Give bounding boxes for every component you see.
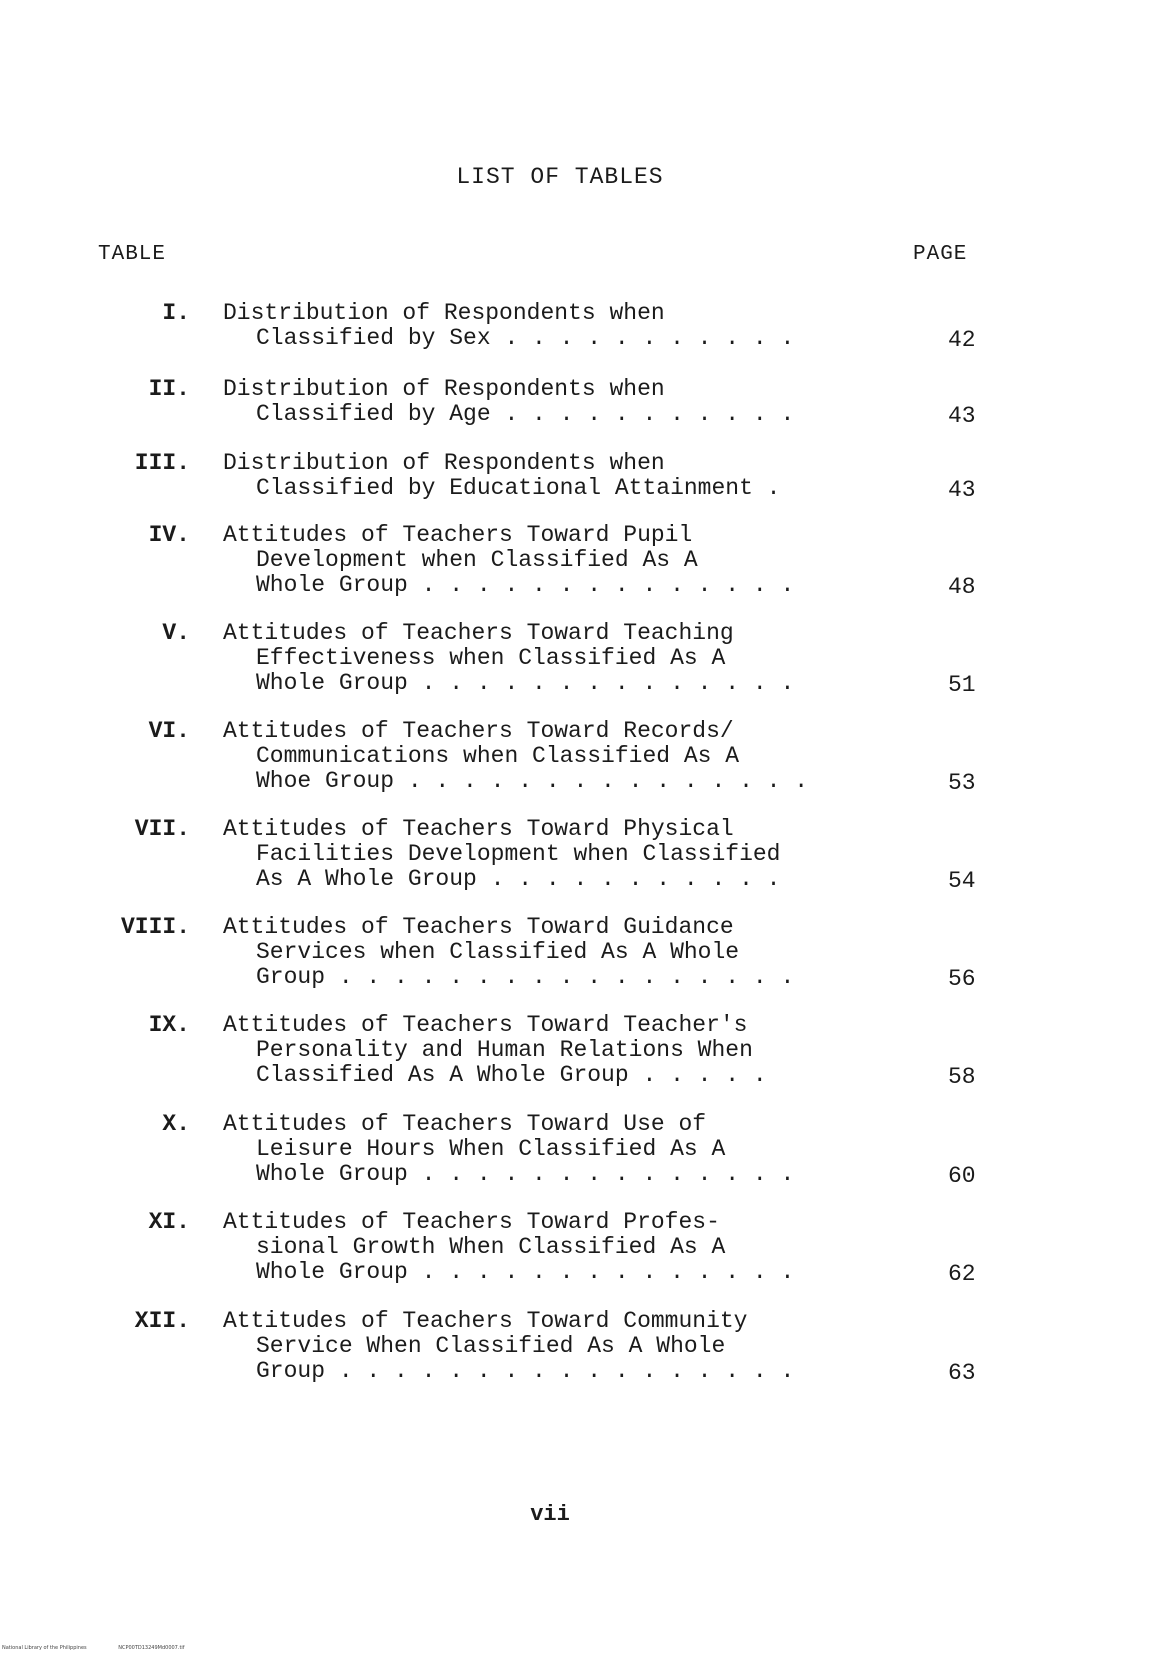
entry-number: II. bbox=[148, 376, 190, 402]
scan-footer bbox=[2, 1645, 215, 1651]
entry-number: IV. bbox=[148, 522, 190, 548]
entry-text-line: Attitudes of Teachers Toward Teaching bbox=[223, 620, 734, 646]
footer-file: NCP00TD13249Md0007.tif bbox=[118, 1645, 185, 1651]
entry-number: VII. bbox=[134, 816, 190, 842]
column-header-page: PAGE bbox=[913, 243, 968, 266]
entry-page-number: 62 bbox=[948, 1261, 976, 1287]
entry-text-line: sional Growth When Classified As A bbox=[256, 1234, 726, 1260]
footer-source: National Library of the Philippines bbox=[2, 1645, 87, 1651]
entry-text-line: Facilities Development when Classified bbox=[256, 841, 781, 867]
entry-page-number: 53 bbox=[948, 770, 976, 796]
page-number: vii bbox=[530, 1502, 570, 1527]
entry-text-line: Classified As A Whole Group . . . . . bbox=[256, 1062, 767, 1088]
entry-text-line: Whole Group . . . . . . . . . . . . . . bbox=[256, 572, 795, 598]
entry-text-line: Leisure Hours When Classified As A bbox=[256, 1136, 726, 1162]
entry-text-line: Classified by Sex . . . . . . . . . . . bbox=[256, 325, 795, 351]
entry-text-line: Distribution of Respondents when bbox=[223, 450, 665, 476]
entry-text-line: Service When Classified As A Whole bbox=[256, 1333, 726, 1359]
entry-text-line: Distribution of Respondents when bbox=[223, 300, 665, 326]
entry-page-number: 48 bbox=[948, 574, 976, 600]
entry-text-line: Communications when Classified As A bbox=[256, 743, 740, 769]
entry-text-line: Classified by Age . . . . . . . . . . . bbox=[256, 401, 795, 427]
entry-text-line: As A Whole Group . . . . . . . . . . . bbox=[256, 866, 781, 892]
entry-number: V. bbox=[162, 620, 190, 646]
entry-number: VIII. bbox=[120, 914, 190, 940]
entry-page-number: 60 bbox=[948, 1163, 976, 1189]
entry-text-line: Personality and Human Relations When bbox=[256, 1037, 753, 1063]
entry-text-line: Distribution of Respondents when bbox=[223, 376, 665, 402]
entry-number: I. bbox=[162, 300, 190, 326]
entry-page-number: 43 bbox=[948, 477, 976, 503]
entry-text-line: Whoe Group . . . . . . . . . . . . . . . bbox=[256, 768, 809, 794]
entry-text-line: Group . . . . . . . . . . . . . . . . . bbox=[256, 964, 795, 990]
entry-text-line: Development when Classified As A bbox=[256, 547, 698, 573]
entry-number: VI. bbox=[148, 718, 190, 744]
entry-page-number: 63 bbox=[948, 1360, 976, 1386]
entry-text-line: Whole Group . . . . . . . . . . . . . . bbox=[256, 1259, 795, 1285]
entry-number: XI. bbox=[148, 1209, 190, 1235]
entry-text-line: Classified by Educational Attainment . bbox=[256, 475, 781, 501]
entry-text-line: Attitudes of Teachers Toward Records/ bbox=[223, 718, 734, 744]
entry-page-number: 51 bbox=[948, 672, 976, 698]
entry-text-line: Attitudes of Teachers Toward Guidance bbox=[223, 914, 734, 940]
entry-number: III. bbox=[134, 450, 190, 476]
entry-text-line: Effectiveness when Classified As A bbox=[256, 645, 726, 671]
entry-text-line: Attitudes of Teachers Toward Physical bbox=[223, 816, 734, 842]
entry-page-number: 56 bbox=[948, 966, 976, 992]
entry-text-line: Attitudes of Teachers Toward Community bbox=[223, 1308, 748, 1334]
entry-text-line: Group . . . . . . . . . . . . . . . . . bbox=[256, 1358, 795, 1384]
entry-page-number: 43 bbox=[948, 403, 976, 429]
entry-page-number: 42 bbox=[948, 327, 976, 353]
entry-page-number: 58 bbox=[948, 1064, 976, 1090]
entry-page-number: 54 bbox=[948, 868, 976, 894]
entry-text-line: Attitudes of Teachers Toward Pupil bbox=[223, 522, 693, 548]
entry-number: XII. bbox=[134, 1308, 190, 1334]
entry-text-line: Attitudes of Teachers Toward Profes- bbox=[223, 1209, 720, 1235]
column-header-table: TABLE bbox=[98, 243, 167, 266]
entry-text-line: Whole Group . . . . . . . . . . . . . . bbox=[256, 670, 795, 696]
entry-text-line: Whole Group . . . . . . . . . . . . . . bbox=[256, 1161, 795, 1187]
entry-text-line: Services when Classified As A Whole bbox=[256, 939, 740, 965]
entry-number: IX. bbox=[148, 1012, 190, 1038]
entry-number: X. bbox=[162, 1111, 190, 1137]
entry-text-line: Attitudes of Teachers Toward Use of bbox=[223, 1111, 707, 1137]
page-title: LIST OF TABLES bbox=[456, 164, 664, 190]
entry-text-line: Attitudes of Teachers Toward Teacher's bbox=[223, 1012, 748, 1038]
